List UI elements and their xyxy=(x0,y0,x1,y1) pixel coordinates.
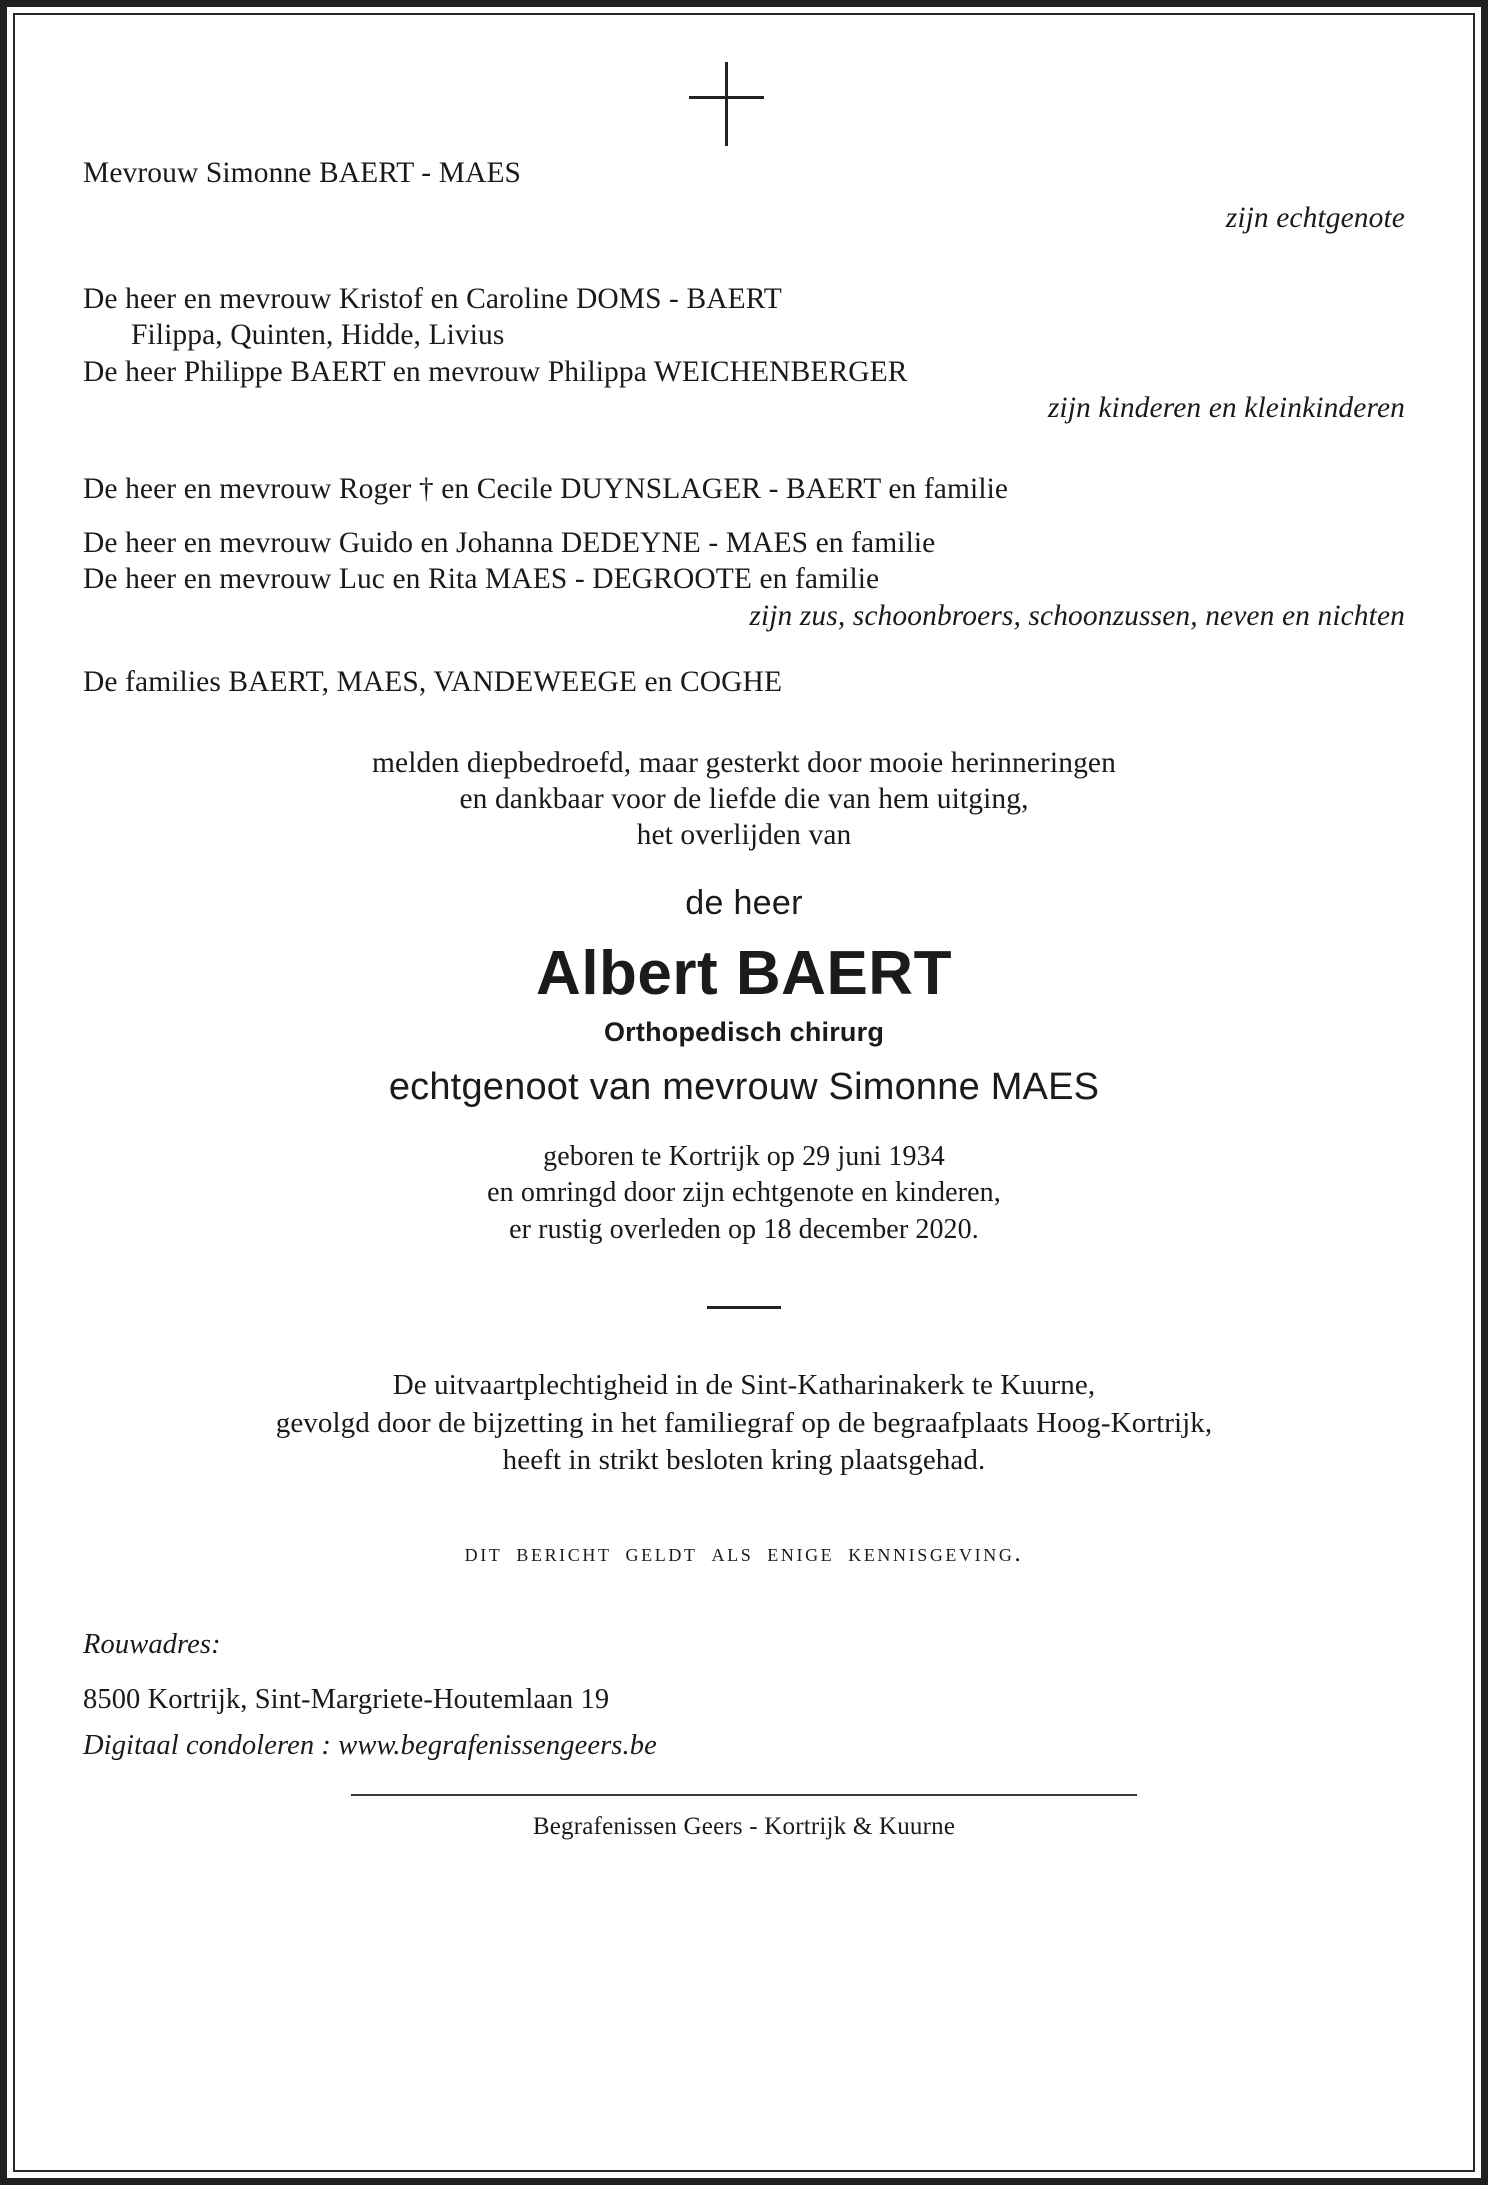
survivor-families-line: De families BAERT, MAES, VANDEWEEGE en COGHE xyxy=(83,666,783,699)
survivor-siblings-role: zijn zus, schoonbroers, schoonzussen, neven en nichten xyxy=(749,599,1405,632)
spacer xyxy=(83,634,1405,664)
deceased-name: Albert BAERT xyxy=(536,938,952,1008)
undertaker-name: Begrafenissen Geers - Kortrijk & Kuurne xyxy=(532,1813,956,1841)
mourning-address-street: 8500 Kortrijk, Sint-Margriete-Houtemlaan 19 xyxy=(83,1684,610,1716)
deceased-honorific: de heer xyxy=(685,883,803,922)
spacer xyxy=(83,1663,1405,1681)
spacer xyxy=(83,854,1405,884)
announcement-line: het overlijden van xyxy=(636,819,852,852)
cross-horizontal-bar xyxy=(689,96,764,99)
notice-body xyxy=(83,155,1405,1841)
announcement-line: en dankbaar voor de liefde die van hem uitging, xyxy=(459,783,1029,816)
spacer xyxy=(83,1568,1405,1626)
spacer xyxy=(83,427,1405,471)
spacer xyxy=(83,1048,1405,1066)
deceased-profession: Orthopedisch chirurg xyxy=(603,1016,885,1047)
latin-cross-icon xyxy=(15,62,1473,152)
survivor-children-role: zijn kinderen en kleinkinderen xyxy=(1047,392,1405,425)
survivor-sibling-line: De heer en mevrouw Luc en Rita MAES - DEGROOTE en familie xyxy=(83,563,880,596)
spacer xyxy=(83,1480,1405,1538)
survivor-child-line: De heer Philippe BAERT en mevrouw Philippa WEICHENBERGER xyxy=(83,355,908,388)
death-line: er rustig overleden op 18 december 2020. xyxy=(509,1213,979,1245)
spacer xyxy=(83,191,1405,200)
deceased-dates xyxy=(83,1139,1405,1248)
frame-white-gap xyxy=(7,7,1481,2178)
funeral-line: De uitvaartplechtigheid in de Sint-Katharinakerk te Kuurne, xyxy=(392,1369,1096,1402)
funeral-line: heeft in strikt besloten kring plaatsgehad. xyxy=(502,1444,986,1477)
spacer xyxy=(83,1309,1405,1367)
death-line: en omringd door zijn echtgenote en kinderen, xyxy=(487,1177,1001,1209)
single-notice-statement: dit bericht geldt als enige kennisgeving. xyxy=(464,1538,1024,1568)
cross-vertical-bar xyxy=(725,62,728,146)
funeral-line: gevolgd door de bijzetting in het familiegraf op de begraafplaats Hoog-Kortrijk, xyxy=(275,1406,1213,1439)
frame-inner-rule xyxy=(13,13,1475,2172)
survivor-grandchildren-line: Filippa, Quinten, Hidde, Livius xyxy=(131,319,505,352)
notice-sheet xyxy=(15,15,1473,2170)
spacer xyxy=(83,507,1405,525)
survivor-spouse-line: Mevrouw Simonne BAERT - MAES xyxy=(83,157,522,189)
spacer xyxy=(83,701,1405,745)
birth-line: geboren te Kortrijk op 29 juni 1934 xyxy=(543,1140,945,1172)
spacer xyxy=(83,1248,1405,1306)
spacer xyxy=(83,1109,1405,1139)
funeral-details xyxy=(83,1367,1405,1480)
mourning-address-block xyxy=(83,1626,1405,1764)
survivor-sibling-line: De heer en mevrouw Roger † en Cecile DUYNSLAGER - BAERT en familie xyxy=(83,472,1009,505)
survivor-sibling-line: De heer en mevrouw Guido en Johanna DEDEYNE - MAES en familie xyxy=(83,526,936,559)
announcement-line: melden diepbedroefd, maar gesterkt door mooie herinneringen xyxy=(372,746,1116,779)
footer-divider xyxy=(351,1794,1137,1796)
spacer xyxy=(83,1764,1405,1794)
digital-condolences-link[interactable]: Digitaal condoleren : www.begrafenissengeers.be xyxy=(83,1730,657,1762)
spacer xyxy=(83,1008,1405,1017)
survivor-spouse-role: zijn echtgenote xyxy=(1225,202,1405,235)
spacer xyxy=(83,237,1405,281)
mourning-address-label: Rouwadres: xyxy=(83,1629,221,1661)
spacer xyxy=(83,1718,1405,1727)
deceased-spouse-of: echtgenoot van mevrouw Simonne MAES xyxy=(388,1065,1100,1108)
survivor-child-line: De heer en mevrouw Kristof en Caroline DOMS - BAERT xyxy=(83,282,782,315)
